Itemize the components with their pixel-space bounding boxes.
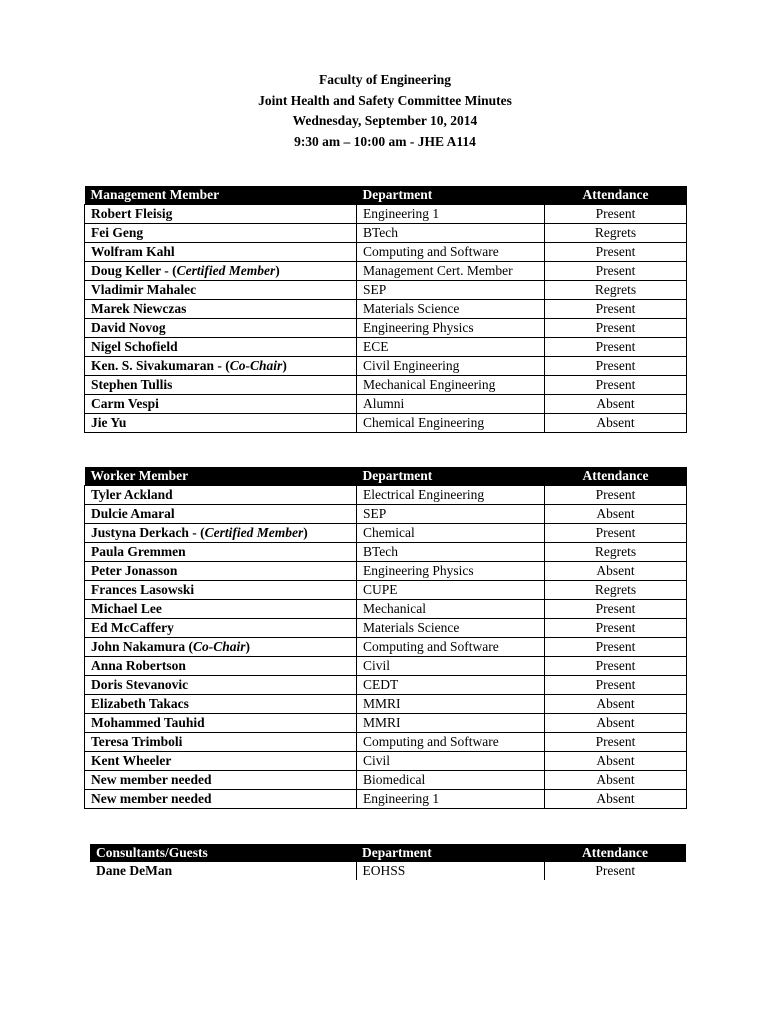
table-row — [85, 524, 687, 543]
member-name-text: Frances Lasowski — [91, 582, 195, 597]
table-header-row — [90, 844, 686, 862]
member-name-text: Marek Niewczas — [91, 301, 187, 316]
member-name-text: Teresa Trimboli — [91, 734, 183, 749]
member-name-text: Fei Geng — [91, 225, 144, 240]
member-name-text: Justyna Derkach - ( — [91, 525, 205, 540]
attendance-status: Present — [545, 338, 687, 357]
member-role-suffix: ) — [303, 525, 308, 540]
member-name-text: Vladimir Mahalec — [91, 282, 197, 297]
member-name-text: Stephen Tullis — [91, 377, 173, 392]
member-department: Civil — [357, 752, 545, 771]
member-name — [90, 862, 356, 880]
member-name — [85, 638, 357, 657]
table-row — [85, 281, 687, 300]
member-name-text: Anna Robertson — [91, 658, 186, 673]
member-name — [85, 376, 357, 395]
member-department: MMRI — [357, 695, 545, 714]
member-name — [85, 676, 357, 695]
attendance-status: Present — [545, 357, 687, 376]
attendance-status: Present — [545, 300, 687, 319]
column-header-attendance: Attendance — [544, 844, 686, 862]
attendance-status: Present — [545, 638, 687, 657]
member-name-text: Wolfram Kahl — [91, 244, 175, 259]
member-name-text: Doris Stevanovic — [91, 677, 189, 692]
member-department: Biomedical — [357, 771, 545, 790]
member-name-text: Ken. S. Sivakumaran - ( — [91, 358, 230, 373]
attendance-status: Regrets — [545, 224, 687, 243]
attendance-status: Absent — [545, 714, 687, 733]
table-row — [85, 224, 687, 243]
table-row — [85, 695, 687, 714]
member-name-text: New member needed — [91, 772, 212, 787]
header-faculty: Faculty of Engineering — [319, 72, 451, 87]
member-name — [85, 524, 357, 543]
table-row — [85, 714, 687, 733]
member-name — [85, 486, 357, 505]
worker-members-table — [84, 467, 687, 809]
member-name-text: Elizabeth Takacs — [91, 696, 189, 711]
member-name — [85, 543, 357, 562]
table-row — [85, 619, 687, 638]
member-name-text: Paula Gremmen — [91, 544, 186, 559]
consultants-guests-table — [90, 844, 686, 880]
member-department: CUPE — [357, 581, 545, 600]
member-department: SEP — [357, 505, 545, 524]
member-name-text: Jie Yu — [91, 415, 127, 430]
attendance-status: Present — [545, 524, 687, 543]
table-row — [85, 752, 687, 771]
member-department: Engineering Physics — [357, 319, 545, 338]
member-department: Mechanical Engineering — [357, 376, 545, 395]
document-header — [0, 70, 770, 152]
member-department: BTech — [357, 224, 545, 243]
table-header-row — [85, 467, 687, 486]
member-name-text: John Nakamura ( — [91, 639, 194, 654]
member-name — [85, 619, 357, 638]
member-department: ECE — [357, 338, 545, 357]
attendance-status: Regrets — [545, 543, 687, 562]
column-header-name: Management Member — [85, 186, 357, 205]
table-row — [85, 505, 687, 524]
member-department: Computing and Software — [357, 733, 545, 752]
member-department: BTech — [357, 543, 545, 562]
column-header-attendance: Attendance — [545, 186, 687, 205]
member-name — [85, 714, 357, 733]
member-name — [85, 395, 357, 414]
table-row — [85, 638, 687, 657]
attendance-status: Absent — [545, 771, 687, 790]
attendance-status: Regrets — [545, 281, 687, 300]
attendance-status: Regrets — [545, 581, 687, 600]
member-name — [85, 657, 357, 676]
member-name — [85, 414, 357, 433]
table-row — [85, 338, 687, 357]
table-row — [85, 205, 687, 224]
table-row — [85, 562, 687, 581]
table-row — [85, 600, 687, 619]
table-row — [85, 376, 687, 395]
member-name — [85, 752, 357, 771]
member-department: Engineering Physics — [357, 562, 545, 581]
attendance-status: Present — [545, 619, 687, 638]
member-department: Civil — [357, 657, 545, 676]
member-role-suffix: ) — [245, 639, 251, 654]
table-row — [85, 581, 687, 600]
member-name — [85, 338, 357, 357]
attendance-status: Present — [545, 657, 687, 676]
member-name — [85, 224, 357, 243]
column-header-name: Consultants/Guests — [90, 844, 356, 862]
attendance-status: Absent — [545, 414, 687, 433]
member-role-tag: Co-Chair — [229, 358, 283, 373]
member-department: Engineering 1 — [357, 205, 545, 224]
attendance-status: Present — [545, 600, 687, 619]
member-name-text: Ed McCaffery — [91, 620, 174, 635]
member-name-text: David Novog — [91, 320, 166, 335]
member-department: Materials Science — [357, 619, 545, 638]
attendance-status: Absent — [545, 695, 687, 714]
member-name-text: Dulcie Amaral — [91, 506, 175, 521]
member-department: Mechanical — [357, 600, 545, 619]
table-row — [85, 262, 687, 281]
member-name — [85, 581, 357, 600]
member-department: Civil Engineering — [357, 357, 545, 376]
header-time-location: 9:30 am – 10:00 am - JHE A114 — [294, 133, 476, 149]
member-name — [85, 319, 357, 338]
member-name-text: Peter Jonasson — [91, 563, 178, 578]
attendance-status: Absent — [545, 790, 687, 809]
member-name — [85, 205, 357, 224]
header-committee: Joint Health and Safety Committee Minutes — [258, 92, 512, 108]
column-header-department: Department — [357, 467, 545, 486]
attendance-status: Present — [545, 205, 687, 224]
table-row — [85, 319, 687, 338]
column-header-department: Department — [357, 186, 545, 205]
column-header-name: Worker Member — [85, 467, 357, 486]
member-name — [85, 243, 357, 262]
table-row — [85, 657, 687, 676]
member-role-tag: Certified Member — [204, 525, 304, 540]
member-department: EOHSS — [356, 862, 544, 880]
table-row — [85, 300, 687, 319]
member-name-text: Dane DeMan — [96, 863, 173, 878]
member-role-suffix: ) — [282, 358, 287, 373]
member-name — [85, 790, 357, 809]
attendance-status: Absent — [545, 752, 687, 771]
table-row — [85, 357, 687, 376]
member-name — [85, 300, 357, 319]
member-department: Engineering 1 — [357, 790, 545, 809]
member-name — [85, 281, 357, 300]
member-department: CEDT — [357, 676, 545, 695]
table-row — [85, 733, 687, 752]
member-department: Chemical Engineering — [357, 414, 545, 433]
member-name-text: Kent Wheeler — [91, 753, 172, 768]
member-name — [85, 562, 357, 581]
attendance-status: Present — [545, 262, 687, 281]
table-header-row — [85, 186, 687, 205]
table-row — [85, 790, 687, 809]
column-header-department: Department — [356, 844, 544, 862]
member-role-tag: Co-Chair — [193, 639, 246, 654]
member-name — [85, 262, 357, 281]
member-department: SEP — [357, 281, 545, 300]
member-department: Computing and Software — [357, 243, 545, 262]
column-header-attendance: Attendance — [545, 467, 687, 486]
member-name-text: Doug Keller - ( — [91, 263, 177, 278]
member-name — [85, 357, 357, 376]
header-date: Wednesday, September 10, 2014 — [292, 113, 478, 128]
member-name — [85, 771, 357, 790]
member-department: Alumni — [357, 395, 545, 414]
attendance-status: Present — [545, 319, 687, 338]
member-name-text: New member needed — [91, 791, 212, 806]
member-name-text: Robert Fleisig — [91, 206, 173, 221]
member-name — [85, 695, 357, 714]
attendance-status: Present — [545, 486, 687, 505]
table-row — [85, 243, 687, 262]
member-department: Chemical — [357, 524, 545, 543]
member-name-text: Nigel Schofield — [91, 339, 178, 354]
member-department: Materials Science — [357, 300, 545, 319]
member-name-text: Tyler Ackland — [91, 487, 173, 502]
table-row — [85, 414, 687, 433]
attendance-status: Absent — [545, 395, 687, 414]
table-row — [85, 771, 687, 790]
attendance-status: Present — [545, 676, 687, 695]
table-row — [85, 543, 687, 562]
member-name-text: Carm Vespi — [91, 396, 159, 411]
member-department: MMRI — [357, 714, 545, 733]
table-row — [85, 395, 687, 414]
attendance-status: Absent — [545, 505, 687, 524]
member-department: Electrical Engineering — [357, 486, 545, 505]
table-row — [90, 862, 686, 880]
member-role-suffix: ) — [275, 263, 280, 278]
member-name — [85, 733, 357, 752]
management-members-table — [84, 186, 687, 433]
member-name-text: Michael Lee — [91, 601, 162, 616]
member-role-tag: Certified Member — [176, 263, 276, 278]
attendance-status: Present — [595, 863, 636, 878]
member-department: Computing and Software — [357, 638, 545, 657]
attendance-status: Present — [545, 243, 687, 262]
attendance-status: Present — [545, 376, 687, 395]
attendance-status: Present — [545, 733, 687, 752]
member-department: Management Cert. Member — [357, 262, 545, 281]
table-row — [85, 486, 687, 505]
table-row — [85, 676, 687, 695]
member-name — [85, 505, 357, 524]
attendance-status: Absent — [545, 562, 687, 581]
member-name — [85, 600, 357, 619]
member-name-text: Mohammed Tauhid — [91, 715, 205, 730]
